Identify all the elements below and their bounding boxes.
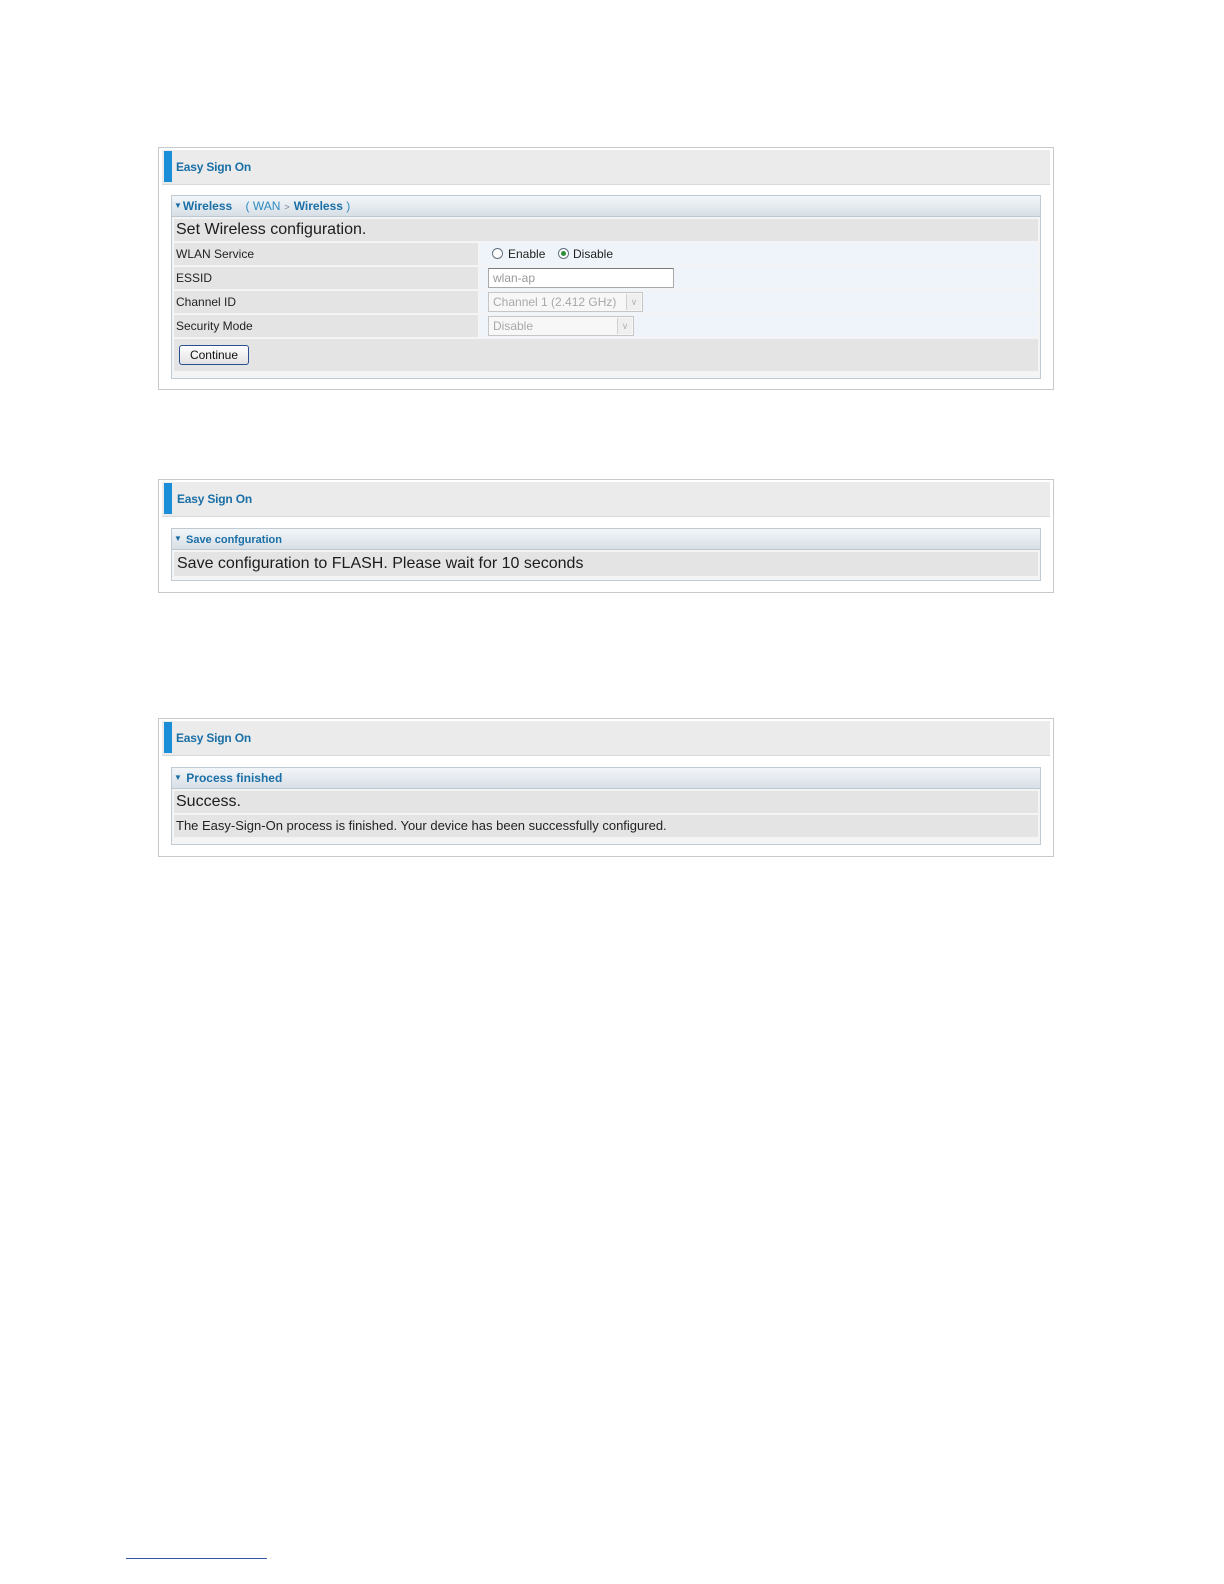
panel-title: Easy Sign On (176, 731, 251, 745)
section-header (172, 196, 1040, 217)
chevron-down-icon[interactable]: ∨ (626, 294, 641, 310)
easy-sign-on-panel-save (158, 479, 1054, 593)
save-section (171, 528, 1041, 581)
panel-header (162, 150, 1050, 185)
section-title: Save confguration (185, 534, 282, 546)
collapse-triangle-icon[interactable]: ▼ (174, 201, 182, 210)
channel-id-select[interactable] (488, 292, 643, 312)
essid-row (174, 267, 1038, 289)
save-message: Save configuration to FLASH. Please wait for 10 seconds (174, 552, 1038, 576)
finished-section (171, 767, 1041, 845)
section-title: Wireless (182, 199, 233, 213)
wlan-service-row (174, 243, 1038, 265)
security-mode-selected: Disable (493, 319, 534, 333)
channel-id-value (480, 291, 1038, 313)
panel-header (162, 721, 1050, 756)
easy-sign-on-panel-wireless (158, 147, 1054, 390)
security-mode-select[interactable] (488, 316, 634, 336)
breadcrumb-separator-icon: > (284, 202, 290, 212)
wlan-service-label: WLAN Service (174, 243, 478, 265)
accent-bar (164, 483, 172, 514)
panel-title: Easy Sign On (177, 492, 252, 506)
panel-header (162, 482, 1050, 517)
accent-bar (164, 722, 172, 753)
channel-id-selected: Channel 1 (2.412 GHz) (493, 295, 617, 309)
collapse-triangle-icon[interactable]: ▼ (174, 773, 182, 782)
security-mode-value (480, 315, 1038, 337)
wireless-section (171, 195, 1041, 379)
breadcrumb-close: ) (346, 199, 351, 213)
channel-id-row (174, 291, 1038, 313)
essid-label: ESSID (174, 267, 478, 289)
channel-id-label: Channel ID (174, 291, 478, 313)
section-header (172, 768, 1040, 789)
section-title: Process finished (186, 771, 283, 785)
panel-title: Easy Sign On (176, 160, 251, 174)
easy-sign-on-panel-finished (158, 718, 1054, 857)
accent-bar (164, 151, 172, 182)
section-header (172, 529, 1040, 550)
wlan-disable-label[interactable]: Disable (573, 247, 614, 261)
breadcrumb-wan: ( WAN (245, 199, 281, 213)
security-mode-row (174, 315, 1038, 337)
breadcrumb (246, 199, 351, 213)
essid-value (480, 267, 1038, 289)
essid-input[interactable]: wlan-ap (488, 268, 674, 288)
wlan-service-value (480, 243, 1038, 265)
wlan-enable-label[interactable]: Enable (508, 247, 546, 261)
chevron-down-icon[interactable]: ∨ (617, 318, 632, 334)
wlan-disable-radio[interactable] (558, 248, 569, 259)
continue-button[interactable]: Continue (179, 345, 249, 365)
footnote-separator (126, 1558, 267, 1559)
security-mode-label: Security Mode (174, 315, 478, 337)
success-heading: Success. (174, 791, 1038, 813)
collapse-triangle-icon[interactable]: ▼ (174, 534, 182, 543)
form-heading: Set Wireless configuration. (174, 219, 1038, 241)
button-row (174, 339, 1038, 371)
wlan-enable-radio[interactable] (492, 248, 503, 259)
breadcrumb-current: Wireless (293, 199, 343, 213)
success-message: The Easy-Sign-On process is finished. Your device has been successfully configured. (174, 815, 1038, 837)
